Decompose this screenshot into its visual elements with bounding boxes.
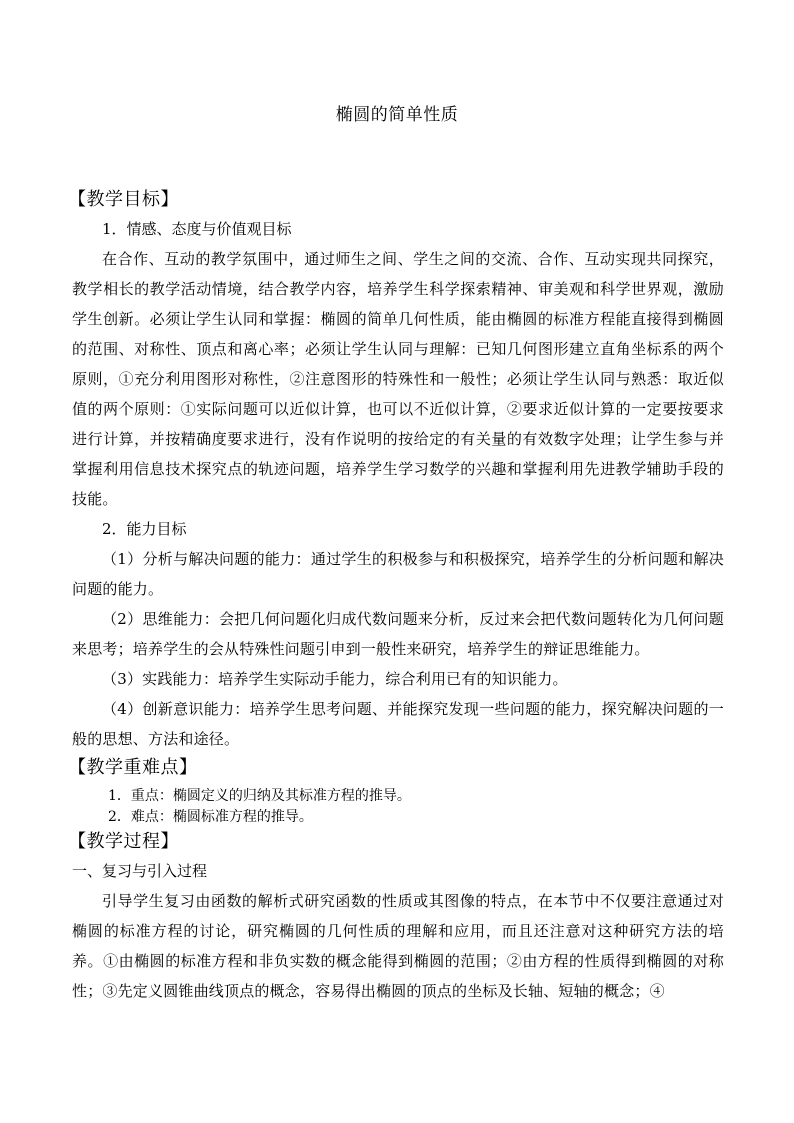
key-point-difficulty: 2．难点：椭圆标准方程的推导。 [108, 809, 313, 825]
ability-item-practice: （3）实践能力：培养学生实际动手能力，综合利用已有的知识能力。 [102, 670, 568, 688]
ability-item-analysis: （1）分析与解决问题的能力：通过学生的积极参与和积极探究，培养学生的分析问题和解决问题的能力。 [72, 550, 724, 598]
objectives-subheading-ability: 2．能力目标 [102, 520, 187, 538]
key-points-heading: 【教学重难点】 [68, 757, 198, 778]
document-body [68, 186, 724, 1006]
process-paragraph-review: 引导学生复习由函数的解析式研究函数的性质或其图像的特点，在本节中不仅要注意通过对椭圆的标准方程的讨论，研究椭圆的几何性质的理解和应用，而且还注意对这种研究方法的培养。①由椭圆的标准方程和非负实数的概念能得到椭圆的范围；②由方程的性质得到椭圆的对称性；③先定义圆锥曲线顶点的概念，容易得出椭圆的顶点的坐标及长轴、短轴的概念；④ [72, 892, 724, 1000]
objectives-heading: 【教学目标】 [68, 189, 179, 210]
process-heading: 【教学过程】 [68, 831, 179, 852]
process-subheading-review: 一、复习与引入过程 [72, 862, 208, 880]
objectives-paragraph-attitude: 在合作、互动的教学氛围中，通过师生之间、学生之间的交流、合作、互动实现共同探究，教学相长的教学活动情境，结合教学内容，培养学生科学探索精神、审美观和科学世界观，激励学生创新。必须让学生认同和掌握：椭圆的简单几何性质，能由椭圆的标准方程能直接得到椭圆的范围、对称性、顶点和离心率；必须让学生认同与理解：已知几何图形建立直角坐标系的两个原则，①充分利用图形对称性，②注意图形的特殊性和一般性；必须让学生认同与熟悉：取近似值的两个原则：①实际问题可以近似计算，也可以不近似计算，②要求近似计算的一定要按要求进行计算，并按精确度要求进行，没有作说明的按给定的有关量的有效数字处理；让学生参与并掌握利用信息技术探究点的轨迹问题，培养学生学习数学的兴趣和掌握利用先进教学辅助手段的技能。 [72, 250, 724, 508]
key-point-focus: 1．重点：椭圆定义的归纳及其标准方程的推导。 [108, 788, 411, 804]
ability-item-innovation: （4）创新意识能力：培养学生思考问题、并能探究发现一些问题的能力，探究解决问题的一般的思想、方法和途径。 [72, 700, 724, 748]
objectives-subheading-attitude: 1．情感、态度与价值观目标 [102, 220, 292, 238]
document-title: 椭圆的简单性质 [335, 105, 459, 125]
ability-item-thinking: （2）思维能力：会把几何问题化归成代数问题来分析，反过来会把代数问题转化为几何问题来思考；培养学生的会从特殊性问题引申到一般性来研究，培养学生的辩证思维能力。 [72, 610, 724, 658]
